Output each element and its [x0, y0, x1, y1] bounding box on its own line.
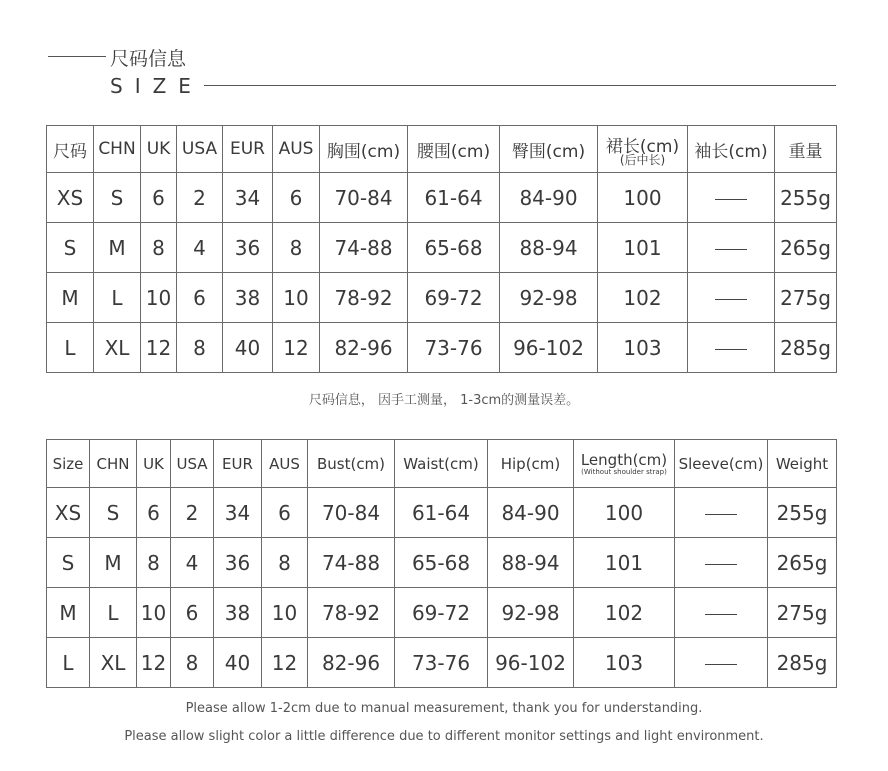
table-cell: XS — [47, 488, 90, 538]
table-cell: 74-88 — [308, 538, 395, 588]
table-cell: 8 — [171, 638, 214, 688]
table-cell: L — [90, 588, 137, 638]
length-note: (后中长) — [619, 153, 666, 167]
table-cell: S — [90, 488, 137, 538]
table-cell: 88-94 — [488, 538, 574, 588]
header-label: EUR — [230, 139, 265, 159]
table-cell: XL — [94, 323, 141, 373]
table-cell: 265g — [768, 538, 837, 588]
table-cell: 73-76 — [395, 638, 488, 688]
table-cell: 8 — [177, 323, 223, 373]
table-cell: 6 — [141, 173, 177, 223]
table-cell: 38 — [223, 273, 273, 323]
table-cell: 10 — [262, 588, 308, 638]
header-cell — [408, 126, 500, 173]
table-cell: 103 — [574, 638, 675, 688]
table-cell: 36 — [223, 223, 273, 273]
table-cell: 38 — [214, 588, 262, 638]
table-cell: 100 — [574, 488, 675, 538]
table-cell: 36 — [214, 538, 262, 588]
dash-icon — [715, 249, 747, 250]
header-label: EUR — [222, 454, 253, 473]
table-cell: 10 — [273, 273, 320, 323]
table-cell: 8 — [137, 538, 171, 588]
header-label: CHN — [96, 454, 130, 473]
table-row — [47, 488, 837, 538]
header-cell — [320, 126, 408, 173]
table-cell: 285g — [775, 323, 837, 373]
table-cell: 4 — [171, 538, 214, 588]
header-label: 腰围(cm) — [416, 141, 491, 162]
dash-icon — [705, 664, 737, 665]
table-cell: 34 — [223, 173, 273, 223]
table-cell: 2 — [171, 488, 214, 538]
header-cell — [675, 440, 768, 488]
table-cell: 12 — [262, 638, 308, 688]
header-label: Hip(cm) — [500, 454, 561, 473]
header-label: 臀围(cm) — [511, 141, 586, 162]
header-row — [47, 126, 837, 173]
table-row — [47, 538, 837, 588]
table-cell: 255g — [768, 488, 837, 538]
table-cell: 82-96 — [308, 638, 395, 688]
title-en: SIZE — [110, 74, 203, 98]
header-label: UK — [146, 139, 171, 159]
table-cell: 92-98 — [488, 588, 574, 638]
table-cell: 103 — [598, 323, 688, 373]
table-cell: 70-84 — [308, 488, 395, 538]
header-cell — [308, 440, 395, 488]
table-cell: 96-102 — [500, 323, 598, 373]
header-cell — [768, 440, 837, 488]
table-row — [47, 273, 837, 323]
header-cell — [171, 440, 214, 488]
table-cell: 6 — [177, 273, 223, 323]
table-cell: 2 — [177, 173, 223, 223]
table-cell: L — [47, 323, 94, 373]
dash-icon — [715, 349, 747, 350]
header-cell — [137, 440, 171, 488]
table-cell — [675, 588, 768, 638]
table-row — [47, 223, 837, 273]
table-cell: 6 — [171, 588, 214, 638]
header-cell — [775, 126, 837, 173]
header-cell — [598, 126, 688, 173]
table-cell: 12 — [141, 323, 177, 373]
table-cell: 84-90 — [500, 173, 598, 223]
table-cell: 100 — [598, 173, 688, 223]
length-note: (Without shoulder strap) — [581, 468, 667, 476]
table-cell: 69-72 — [408, 273, 500, 323]
header-cell — [273, 126, 320, 173]
table-cell: M — [94, 223, 141, 273]
table-cell: 65-68 — [395, 538, 488, 588]
header-cell — [488, 440, 574, 488]
table-cell: 6 — [262, 488, 308, 538]
header-label: Waist(cm) — [403, 454, 479, 473]
header-cell — [395, 440, 488, 488]
table-cell — [688, 323, 775, 373]
header-label: CHN — [98, 139, 136, 159]
table-cell: 6 — [273, 173, 320, 223]
header-cell — [223, 126, 273, 173]
table-cell — [688, 173, 775, 223]
table-cell — [688, 273, 775, 323]
header-label: AUS — [278, 139, 314, 159]
table-cell: 96-102 — [488, 638, 574, 688]
dash-icon — [705, 614, 737, 615]
table-cell: 4 — [177, 223, 223, 273]
table-cell: 88-94 — [500, 223, 598, 273]
table-cell: L — [47, 638, 90, 688]
dash-icon — [705, 564, 737, 565]
table-cell: XS — [47, 173, 94, 223]
table-row — [47, 173, 837, 223]
table-cell: M — [47, 273, 94, 323]
size-note-en-2: Please allow slight color a little difference due to different monitor settings and light environment. — [124, 729, 764, 744]
table-cell: 82-96 — [320, 323, 408, 373]
header-label: AUS — [269, 454, 300, 473]
header-cell — [94, 126, 141, 173]
header-label: 裙长(cm) — [605, 137, 680, 157]
header-label: 尺码 — [53, 141, 87, 162]
dash-icon — [705, 514, 737, 515]
table-cell: 10 — [141, 273, 177, 323]
table-row — [47, 588, 837, 638]
size-table-cn — [46, 125, 837, 373]
table-cell: 285g — [768, 638, 837, 688]
header-cell — [141, 126, 177, 173]
dash-icon — [715, 299, 747, 300]
table-cell: S — [47, 223, 94, 273]
table-cell: 101 — [598, 223, 688, 273]
header-label: USA — [176, 454, 208, 473]
table-row — [47, 638, 837, 688]
table-cell: 8 — [141, 223, 177, 273]
table-cell: S — [94, 173, 141, 223]
header-label: Weight — [775, 454, 829, 473]
title-line-left — [48, 56, 106, 57]
header-cell — [574, 440, 675, 488]
table-cell: XL — [90, 638, 137, 688]
table-cell: 78-92 — [320, 273, 408, 323]
header-label: Sleeve(cm) — [678, 454, 764, 473]
header-cell — [177, 126, 223, 173]
table-cell: 84-90 — [488, 488, 574, 538]
header-cell — [90, 440, 137, 488]
header-row — [47, 440, 837, 488]
table-cell: 275g — [768, 588, 837, 638]
table-cell: 61-64 — [408, 173, 500, 223]
table-cell — [675, 638, 768, 688]
size-table-en — [46, 439, 837, 688]
table-cell — [675, 488, 768, 538]
header-label: 胸围(cm) — [326, 141, 401, 162]
table-cell: 255g — [775, 173, 837, 223]
table-cell: 73-76 — [408, 323, 500, 373]
table-cell: 12 — [273, 323, 320, 373]
table-cell: 102 — [574, 588, 675, 638]
table-cell: 8 — [262, 538, 308, 588]
table-cell: 34 — [214, 488, 262, 538]
table-cell: 74-88 — [320, 223, 408, 273]
table-cell — [688, 223, 775, 273]
table-cell: 40 — [223, 323, 273, 373]
header-cell — [47, 440, 90, 488]
table-cell: 265g — [775, 223, 837, 273]
size-note-cn: 尺码信息， 因手工测量， 1-3cm的测量误差。 — [308, 393, 580, 408]
table-cell: 102 — [598, 273, 688, 323]
header-label: Size — [52, 454, 84, 473]
table-cell: M — [90, 538, 137, 588]
table-cell: 10 — [137, 588, 171, 638]
table-cell: L — [94, 273, 141, 323]
table-cell: 275g — [775, 273, 837, 323]
header-label: 重量 — [788, 141, 823, 162]
header-cell — [500, 126, 598, 173]
table-cell: 78-92 — [308, 588, 395, 638]
table-cell: 12 — [137, 638, 171, 688]
table-cell: 61-64 — [395, 488, 488, 538]
title-line-right — [204, 85, 836, 86]
header-label: Length(cm) — [580, 451, 668, 469]
header-cell — [214, 440, 262, 488]
dash-icon — [715, 199, 747, 200]
header-label: 袖长(cm) — [694, 141, 768, 162]
header-cell — [262, 440, 308, 488]
header-cell — [47, 126, 94, 173]
table-cell: 92-98 — [500, 273, 598, 323]
table-cell: 70-84 — [320, 173, 408, 223]
header-cell — [688, 126, 775, 173]
table-cell: 40 — [214, 638, 262, 688]
table-cell: S — [47, 538, 90, 588]
title-cn: 尺码信息 — [110, 48, 187, 70]
table-cell: 65-68 — [408, 223, 500, 273]
table-cell: 6 — [137, 488, 171, 538]
table-cell: 8 — [273, 223, 320, 273]
table-cell — [675, 538, 768, 588]
header-label: USA — [181, 139, 218, 159]
size-note-en-1: Please allow 1-2cm due to manual measurement, thank you for understanding. — [185, 701, 703, 716]
table-cell: 101 — [574, 538, 675, 588]
header-label: Bust(cm) — [316, 454, 386, 473]
header-label: UK — [143, 454, 164, 473]
table-row — [47, 323, 837, 373]
table-cell: M — [47, 588, 90, 638]
table-cell: 69-72 — [395, 588, 488, 638]
